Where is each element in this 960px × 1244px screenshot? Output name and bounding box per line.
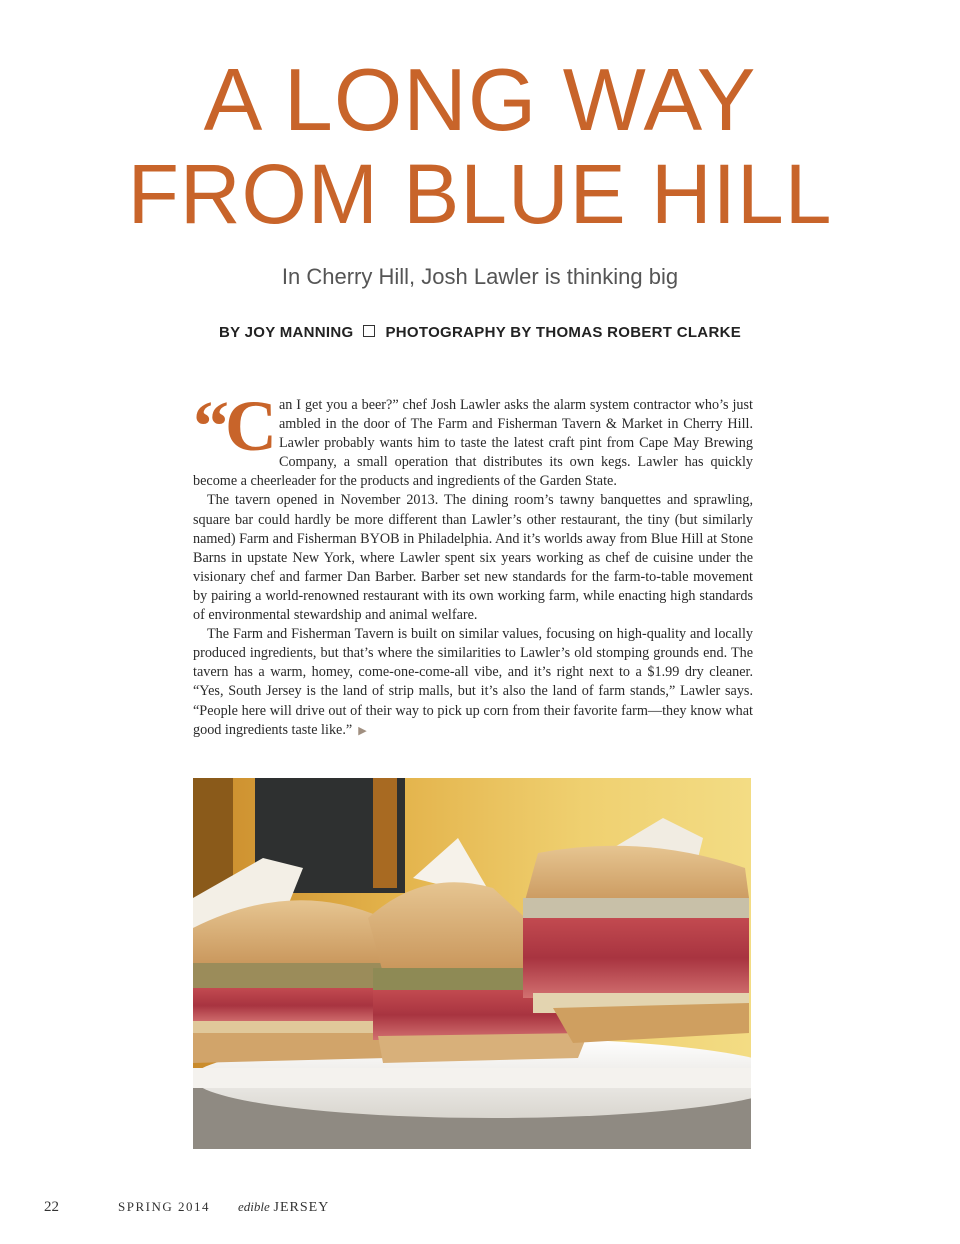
magazine-name: edible JERSEY	[238, 1199, 330, 1215]
sandwich-photo	[193, 778, 751, 1149]
byline-author: BY JOY MANNING	[218, 324, 354, 341]
issue-label: SPRING 2014	[118, 1199, 210, 1214]
article-paragraph: The Farm and Fisherman Tavern is built on similar values, focusing on high-quality and locally produced ingredients, but that’s where the similarities to Lawler’s old stomping grounds end. The tavern has a warm, homey, come-one-come-all vibe, and it’s right next to a $1.99 dry cleaner. “Yes, South Jersey is the land of strip malls, but it’s also the land of farm stands,” Lawler says. “People here will drive out of their way to pick up corn from their favorite farm—they know what good ingredients taste like.” ▶	[193, 626, 753, 738]
drop-cap: “C	[193, 386, 273, 466]
byline-photographer: PHOTOGRAPHY BY THOMAS ROBERT CLARKE	[385, 324, 742, 341]
continue-arrow-icon: ▶	[358, 724, 367, 737]
article-title-line2: FROM BLUE HILL	[127, 147, 833, 241]
article-paragraph: “Can I get you a beer?” chef Josh Lawler asks the alarm system contractor who’s just ambled in the door of The Farm and Fisherman Tavern & Market in Cherry Hill. Lawler probably wants him to taste the latest craft pint from Cape May Brewing Company, a small operation that distributes its own kegs. Lawler has quickly become a cheerleader for the products and ingredients of the Garden State.	[193, 386, 753, 490]
article-title-line1: A LONG WAY	[203, 50, 757, 149]
article-paragraph: The tavern opened in November 2013. The dining room’s tawny banquettes and sprawling, square bar could hardly be more different than Lawler’s other restaurant, the tiny (but similarly named) Farm and Fisherman BYOB in Philadelphia. And it’s worlds away from Blue Hill at Stone Barns in upstate New York, where Lawler spent six years working as chef de cuisine under the visionary chef and farmer Dan Barber. Barber set new standards for the farm-to-table movement by pairing a world-renowned restaurant with its own working farm, while enacting high standards of environmental stewardship and animal welfare.	[193, 492, 753, 624]
article-subtitle: In Cherry Hill, Josh Lawler is thinking big	[281, 264, 679, 289]
square-bullet-icon	[363, 325, 375, 337]
page-number: 22	[44, 1199, 59, 1215]
article-body	[193, 386, 753, 741]
page-footer	[0, 1199, 960, 1219]
byline	[0, 324, 960, 341]
